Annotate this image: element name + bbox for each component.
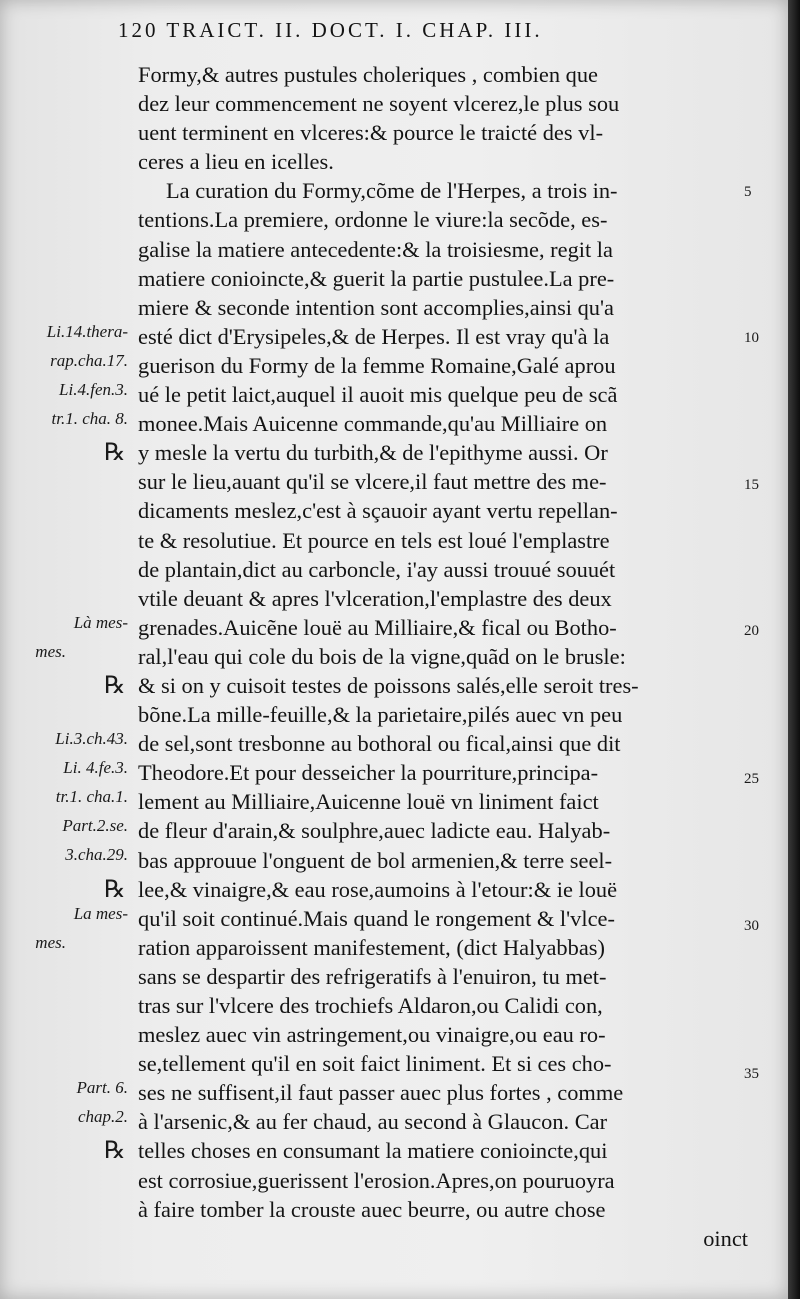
margin-note: mes. [35, 933, 66, 952]
text-line: La curation du Formy,cõme de l'Herpes, a trois in- [166, 178, 618, 204]
line-number: 35 [744, 1066, 759, 1082]
text-line: lement au Milliaire,Auicenne louë vn liniment faict [138, 789, 599, 815]
text-line: dicaments meslez,c'est à sçauoir ayant vertu repellan- [138, 498, 618, 524]
text-line: sans se despartir des refrigeratifs à l'enuiron, tu met- [138, 963, 607, 989]
text-line: qu'il soit continué.Mais quand le rongement & l'vlce- [138, 905, 615, 931]
text-line: Formy,& autres pustules choleriques , combien que [138, 62, 598, 87]
text-line: miere & seconde intention sont accomplies,ainsi qu'a [138, 294, 614, 320]
margin-note: 3.cha.29. [65, 845, 128, 864]
margin-note: Part. 6. [76, 1078, 128, 1097]
text-line: vtile deuant & apres l'vlceration,l'emplastre des deux [138, 585, 612, 611]
line-number: 15 [744, 477, 759, 493]
text-line: ral,l'eau qui cole du bois de la vigne,quãd on le brusle: [138, 643, 626, 669]
text-line: de plantain,dict au carboncle, i'ay aussi trouué souuét [138, 556, 616, 582]
text-line: esté dict d'Erysipeles,& de Herpes. Il est vray qu'à la [138, 323, 610, 349]
margin-note: Là mes- [73, 613, 128, 632]
margin-note: Li.3.ch.43. [55, 729, 128, 748]
margin-note: mes. [35, 642, 66, 661]
text-line: monee.Mais Auicenne commande,qu'au Milliaire on [138, 411, 608, 437]
margin-note: Li.4.fen.3. [59, 380, 128, 399]
book-edge [788, 0, 800, 1299]
line-number: 5 [744, 184, 752, 200]
running-head: 120 TRAICT. II. DOCT. I. CHAP. III. [118, 18, 543, 42]
text-line: de fleur d'arain,& soulphre,auec ladicte eau. Halyab- [138, 818, 611, 844]
text-line: Theodore.Et pour desseicher la pourriture,principa- [138, 760, 599, 786]
text-line: tras sur l'vlcere des trochiefs Aldaron,ou Calidi con, [138, 993, 603, 1018]
margin-note: tr.1. cha.1. [55, 787, 128, 806]
text-line: sur le lieu,auant qu'il se vlcere,il faut mettre des me- [138, 469, 607, 495]
text-line: y mesle la vertu du turbith,& de l'epithyme aussi. Or [138, 440, 608, 466]
recipe-symbol-icon: ℞ [104, 1136, 126, 1164]
text-line: guerison du Formy de la femme Romaine,Galé aprou [138, 352, 616, 378]
text-line: ué le petit laict,auquel il auoit mis quelque peu de scã [138, 382, 618, 408]
text-line: à faire tomber la crouste auec beurre, ou autre chose [138, 1196, 606, 1222]
text-line: de sel,sont tresbonne au bothoral ou fical,ainsi que dit [138, 731, 621, 757]
text-line: telles choses en consumant la matiere conioincte,qui [138, 1138, 608, 1164]
margin-note: Li.14.thera- [46, 322, 128, 341]
margin-note: Part.2.se. [62, 816, 128, 835]
text-line: se,tellement qu'il en soit faict liniment. Et si ces cho- [138, 1051, 612, 1077]
recipe-symbol-icon: ℞ [104, 671, 126, 699]
text-line: & si on y cuisoit testes de poissons salés,elle seroit tres- [138, 672, 639, 698]
text-line: ration apparoissent manifestement, (dict Halyabbas) [138, 934, 605, 960]
text-line: ceres a lieu en icelles. [138, 149, 334, 175]
text-line: te & resolutiue. Et pource en tels est loué l'emplastre [138, 527, 610, 553]
text-line: est corrosiue,guerissent l'erosion.Apres,on pouruoyra [138, 1167, 615, 1193]
line-number: 10 [744, 330, 759, 346]
margin-note: Li. 4.fe.3. [63, 758, 128, 777]
recipe-symbol-icon: ℞ [104, 875, 126, 903]
text-line: lee,& vinaigre,& eau rose,aumoins à l'etour:& ie louë [138, 876, 618, 902]
text-line: à l'arsenic,& au fer chaud, au second à Glaucon. Car [138, 1109, 608, 1135]
recipe-symbol-icon: ℞ [104, 438, 126, 466]
line-number: 20 [744, 623, 759, 639]
margin-note: tr.1. cha. 8. [51, 409, 128, 428]
margin-note: La mes- [73, 904, 128, 923]
body-text [138, 60, 748, 1253]
text-line: grenades.Auicẽne louë au Milliaire,& fical ou Botho- [138, 614, 617, 640]
catchword: oinct [703, 1225, 748, 1251]
text-line: ses ne suffisent,il faut passer auec plus fortes , comme [138, 1080, 624, 1106]
text-line: meslez auec vin astringement,ou vinaigre,ou eau ro- [138, 1022, 606, 1048]
text-line: tentions.La premiere, ordonne le viure:la secõde, es- [138, 207, 608, 233]
text-line: bõne.La mille-feuille,& la parietaire,pilés auec vn peu [138, 702, 623, 728]
margin-note: chap.2. [77, 1107, 128, 1126]
text-line: dez leur commencement ne soyent vlcerez,le plus sou [138, 91, 620, 117]
line-number: 30 [744, 918, 759, 934]
text-line: galise la matiere antecedente:& la troisiesme, regit la [138, 236, 613, 262]
line-number: 25 [744, 771, 759, 787]
margin-note: rap.cha.17. [50, 351, 128, 370]
text-line: matiere conioincte,& guerit la partie pustulee.La pre- [138, 265, 615, 291]
text-line: uent terminent en vlceres:& pource le traicté des vl- [138, 120, 604, 146]
text-line: bas approuue l'onguent de bol armenien,& terre seel- [138, 847, 613, 873]
